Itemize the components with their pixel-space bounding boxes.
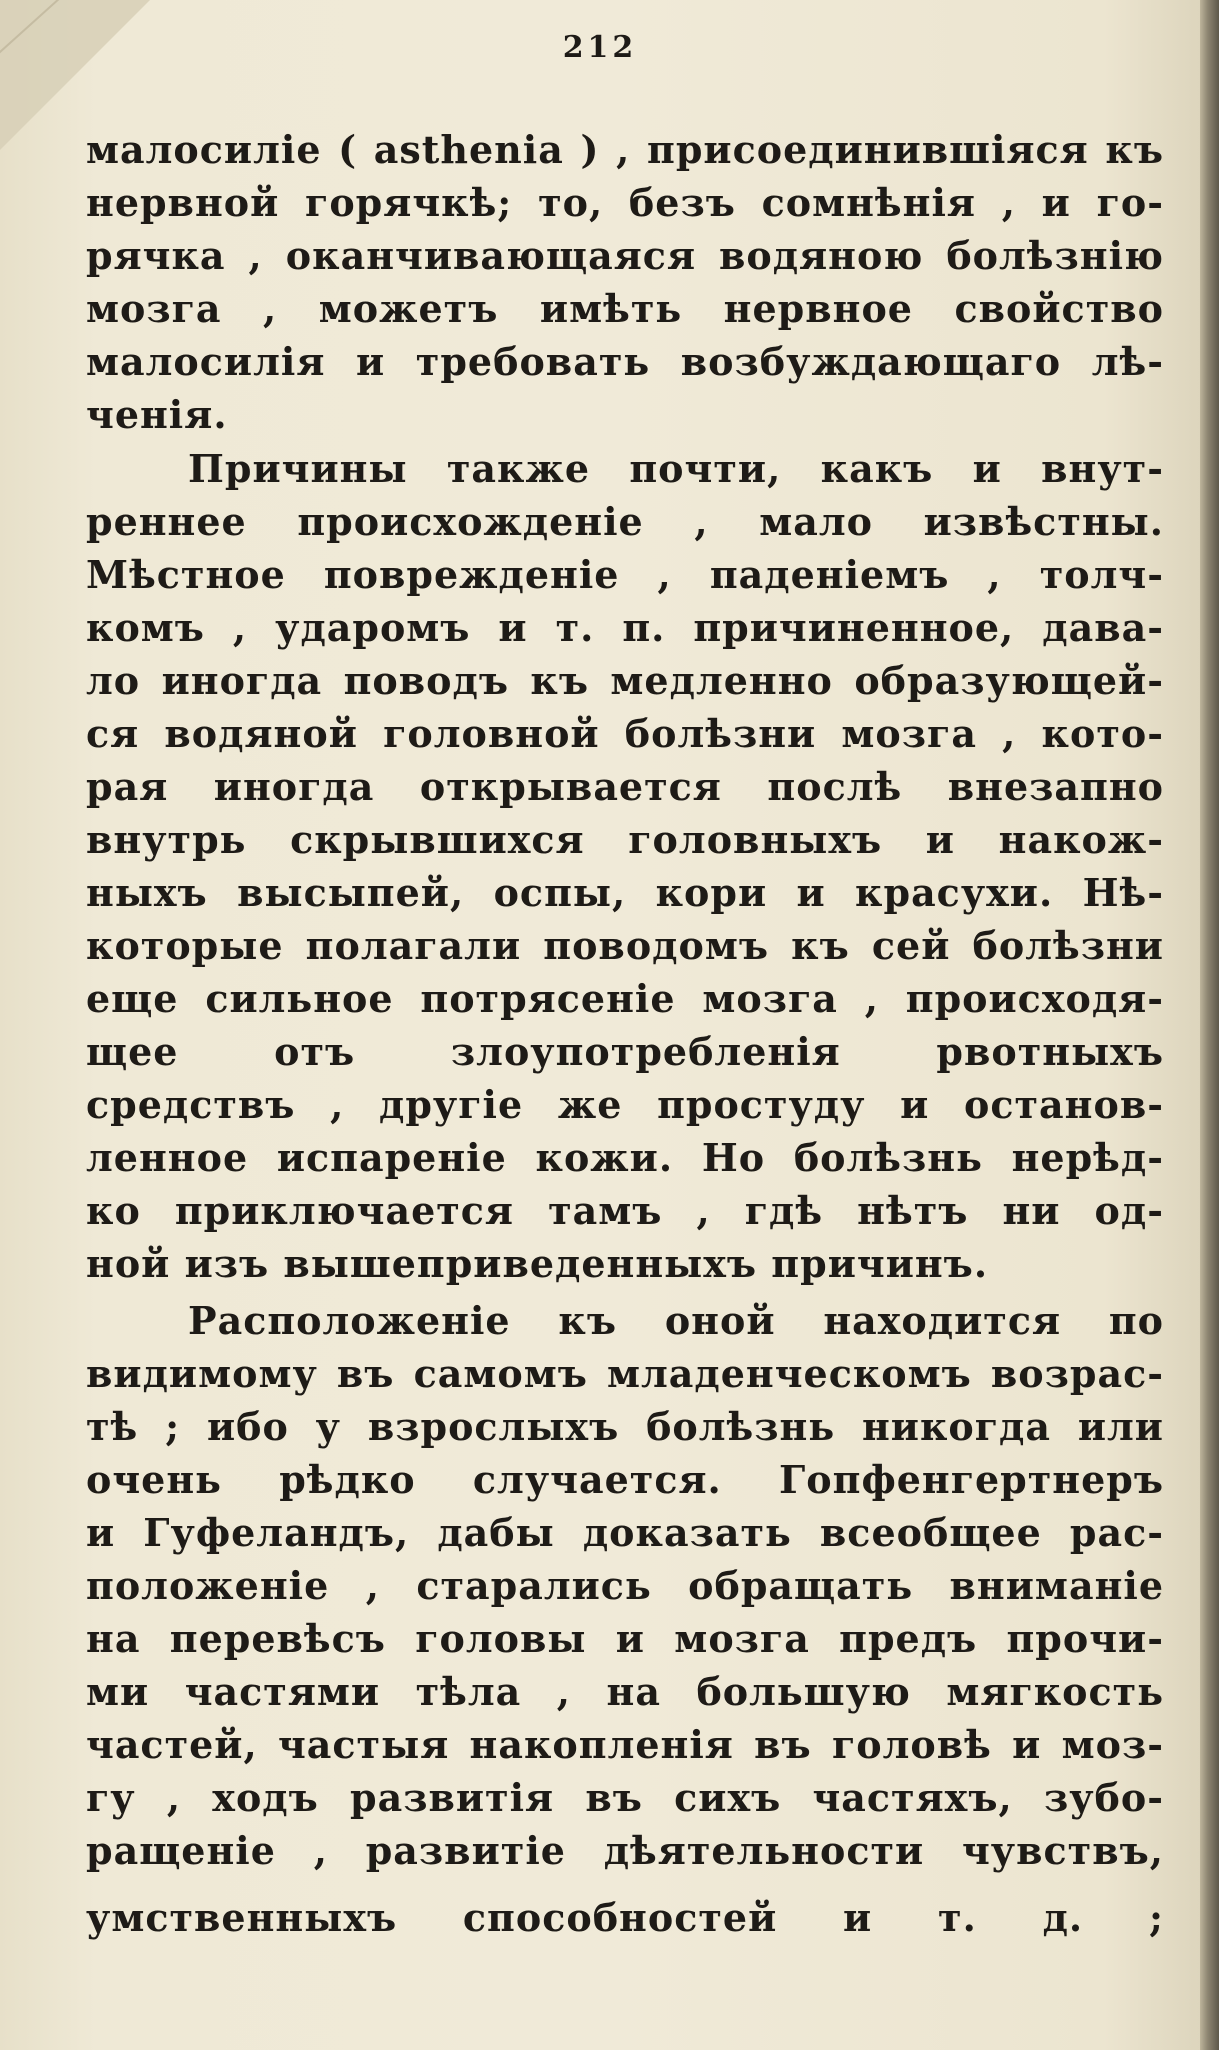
text-line: малосилія и требовать возбуждающаго лѣ- — [86, 339, 1164, 384]
text-line: щее отъ злоупотребленія рвотныхъ — [86, 1029, 1164, 1074]
text-line: ко приключается тамъ , гдѣ нѣтъ ни од- — [86, 1188, 1164, 1233]
text-line: ми частями тѣла , на большую мягкость — [86, 1669, 1164, 1714]
text-line: мозга , можетъ имѣть нервное свойство — [86, 286, 1164, 331]
text-line: которые полагали поводомъ къ сей болѣзни — [86, 923, 1164, 968]
text-line: нервной горячкѣ; то, безъ сомнѣнія , и го- — [86, 180, 1164, 225]
text-line: реннее происхожденіе , мало извѣстны. — [86, 499, 1164, 544]
page-number: 212 — [562, 30, 638, 65]
text-line: и Гуфеландъ, дабы доказать всеобщее рас- — [86, 1510, 1164, 1555]
text-line: средствъ , другіе же простуду и останов- — [86, 1082, 1164, 1127]
text-line: ло иногда поводъ къ медленно образующей- — [86, 658, 1164, 703]
text-line: ращеніе , развитіе дѣятельности чувствъ, — [86, 1828, 1164, 1873]
text-line: ченія. — [86, 392, 228, 437]
text-line: гу , ходъ развитія въ сихъ частяхъ, зубо- — [86, 1775, 1164, 1820]
text-line: видимому въ самомъ младенческомъ возрас- — [86, 1351, 1164, 1396]
text-line: еще сильное потрясеніе мозга , происходя- — [86, 976, 1164, 1021]
text-line: малосиліе ( asthenia ) , присоединившіяся къ — [86, 127, 1164, 172]
text-line: ся водяной головной болѣзни мозга , кото- — [86, 711, 1164, 756]
text-line: ленное испареніе кожи. Но болѣзнь нерѣд- — [86, 1135, 1164, 1180]
text-line: рая иногда открывается послѣ внезапно — [86, 764, 1164, 809]
text-line: очень рѣдко случается. Гопфенгертнеръ — [86, 1457, 1164, 1502]
text-line: рячка , оканчивающаяся водяною болѣзнію — [86, 233, 1164, 278]
text-line: на перевѣсъ головы и мозга предъ прочи- — [86, 1616, 1164, 1661]
text-line: частей, частыя накопленія въ головѣ и моз- — [86, 1722, 1164, 1767]
text-line: комъ , ударомъ и т. п. причиненное, дава- — [86, 605, 1164, 650]
page-edge-shadow — [1200, 0, 1219, 2050]
text-line: положеніе , старались обращать вниманіе — [86, 1563, 1164, 1608]
text-line: тѣ ; ибо у взрослыхъ болѣзнь никогда или — [86, 1404, 1164, 1449]
text-line: Расположеніе къ оной находится по — [188, 1298, 1164, 1343]
text-line: внутрь скрывшихся головныхъ и накож- — [86, 817, 1164, 862]
text-line: умственныхъ способностей и т. д. ; — [86, 1895, 1164, 1940]
text-line: ной изъ вышеприведенныхъ причинъ. — [86, 1241, 989, 1286]
text-line: Причины также почти, какъ и внут- — [188, 446, 1164, 491]
text-line: ныхъ высыпей, оспы, кори и красухи. Нѣ- — [86, 870, 1164, 915]
text-line: Мѣстное поврежденіе , паденіемъ , толч- — [86, 552, 1164, 597]
